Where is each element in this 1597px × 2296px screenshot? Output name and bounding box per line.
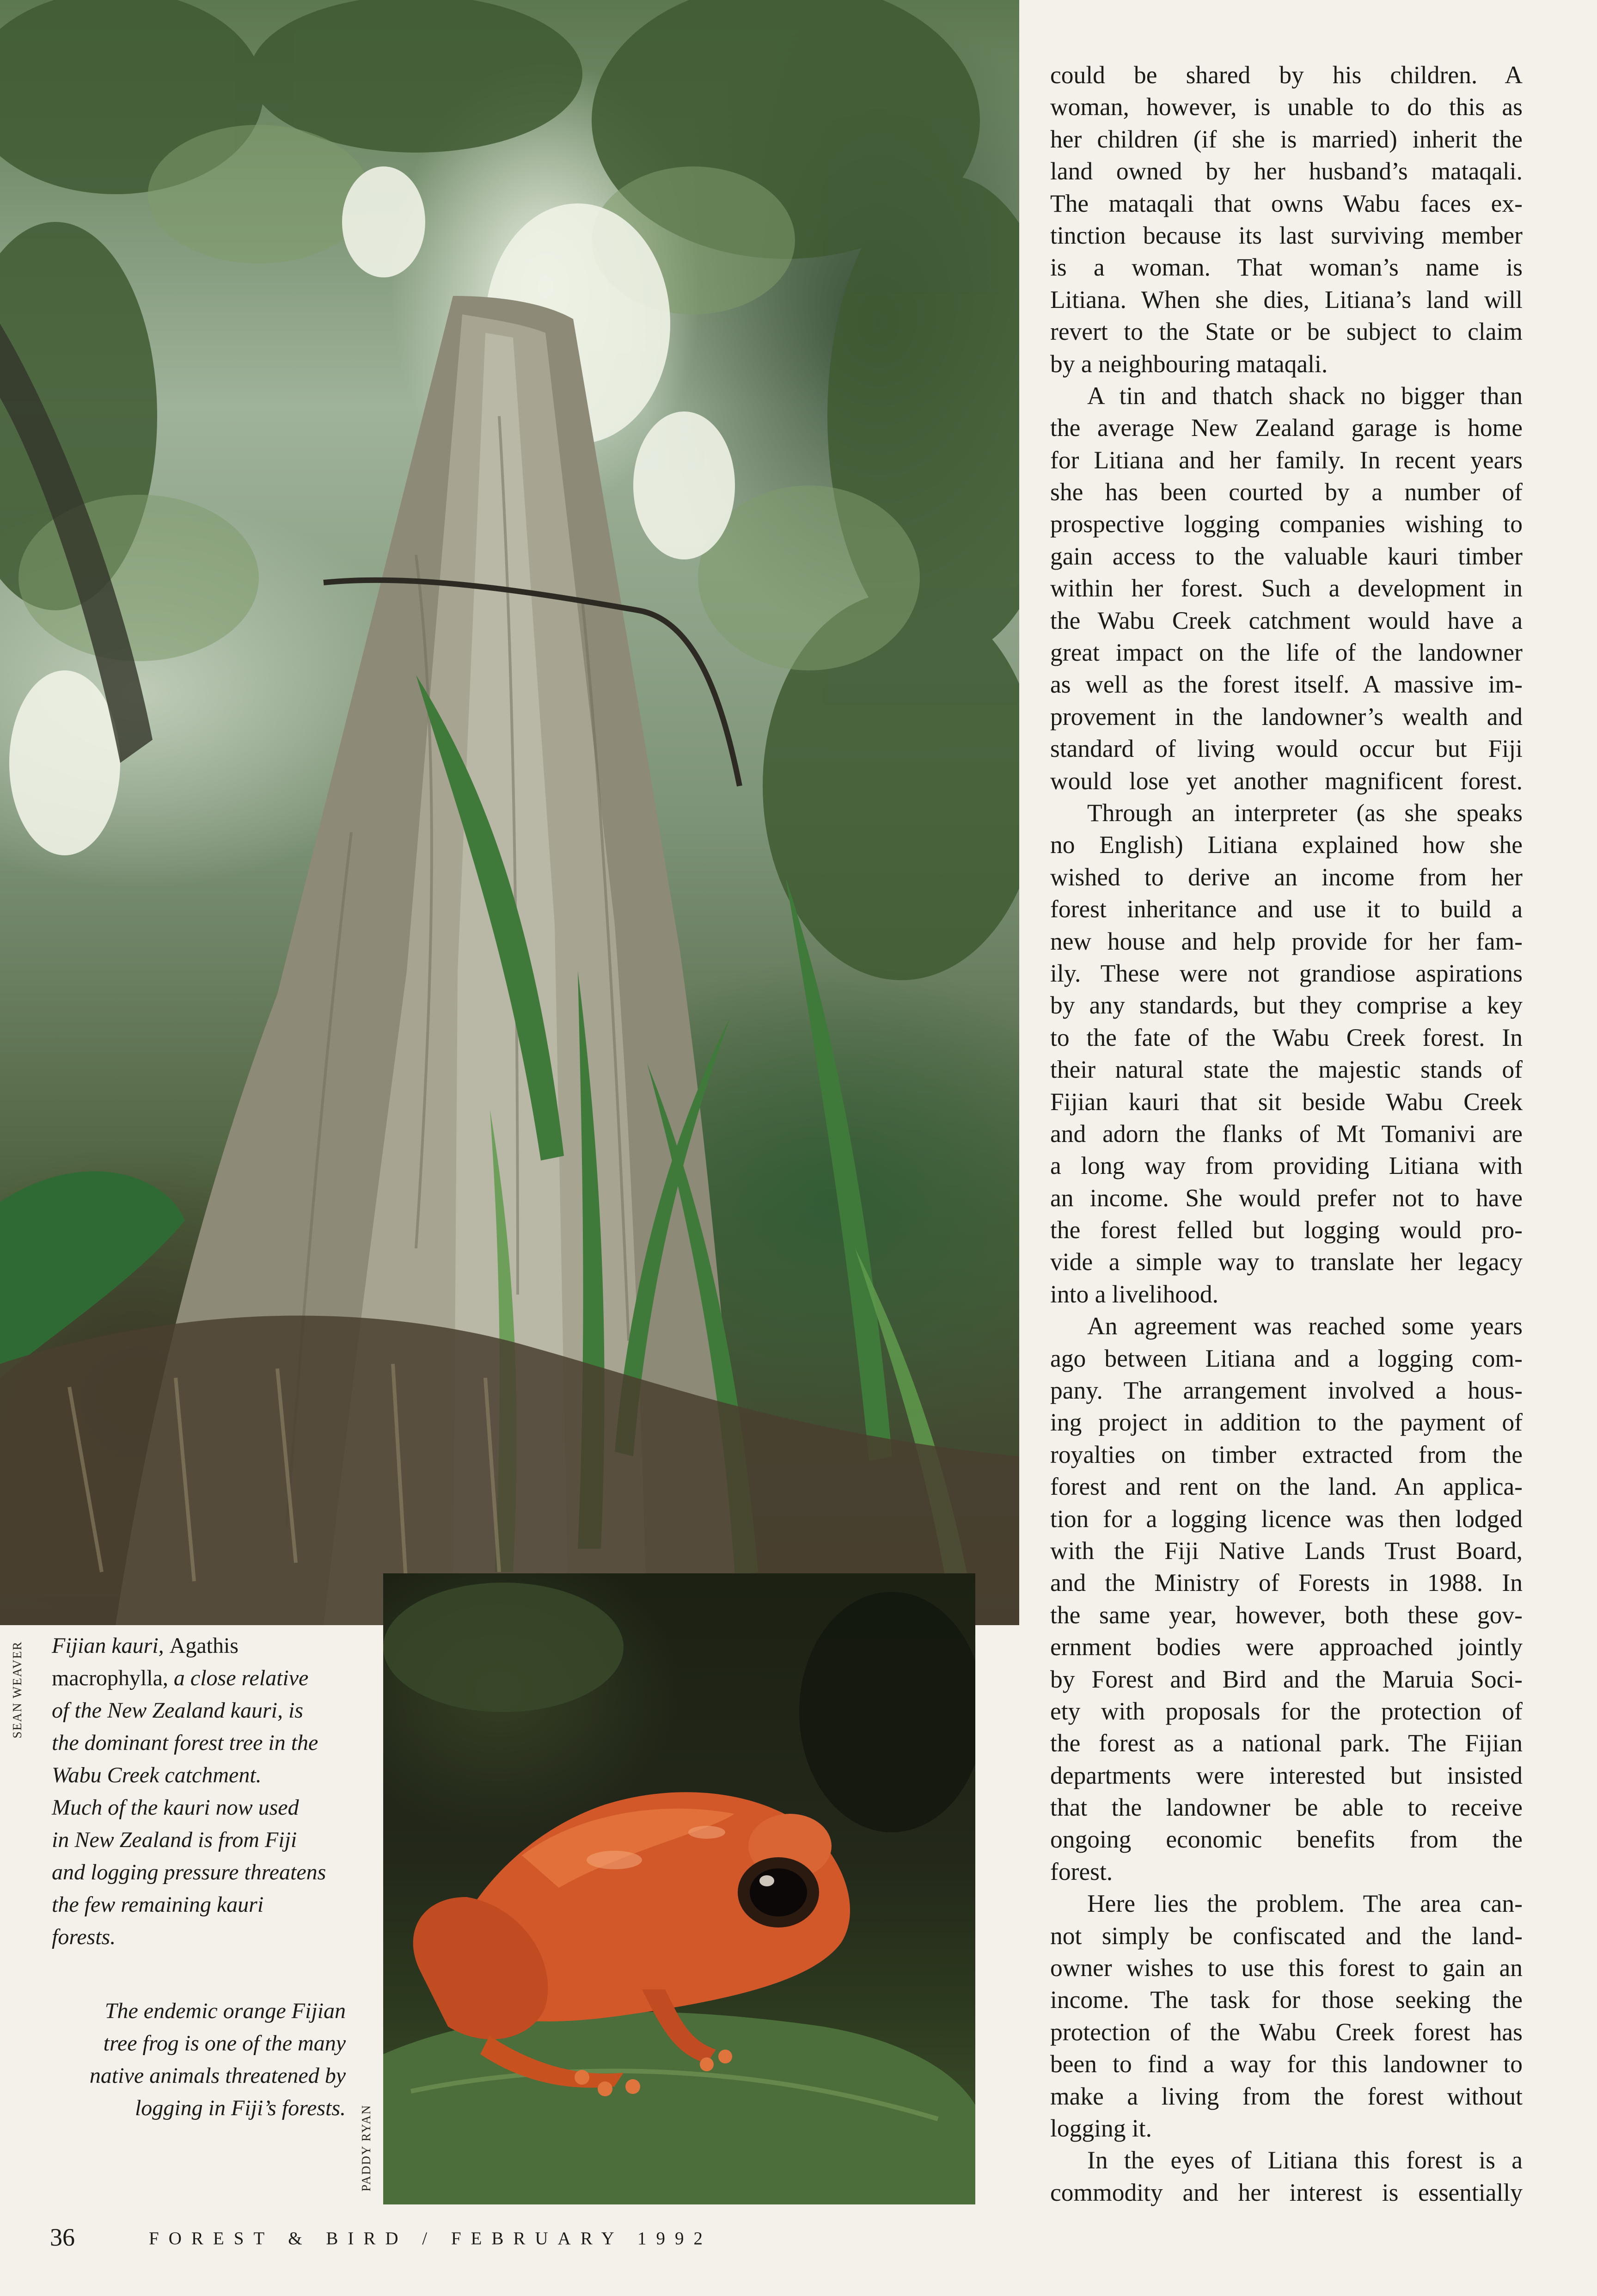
body-line: pany. The arrangement involved a hous-	[1050, 1376, 1523, 1405]
caption-line: tree frog is one of the many	[103, 2031, 346, 2056]
body-line: vide a simple way to translate her legacy	[1050, 1248, 1523, 1276]
body-line: departments were interested but insisted	[1050, 1761, 1523, 1789]
body-line: been to find a way for this landowner to	[1050, 2050, 1523, 2078]
body-line: their natural state the majestic stands of	[1050, 1056, 1523, 1084]
body-line: by any standards, but they comprise a key	[1050, 991, 1523, 1019]
body-line: royalties on timber extracted from the	[1050, 1440, 1523, 1468]
body-line: that the landowner be able to receive	[1050, 1793, 1523, 1822]
body-line: An agreement was reached some years	[1087, 1312, 1523, 1340]
caption-line: Wabu Creek catchment.	[52, 1763, 262, 1787]
body-line: tion for a logging licence was then lodged	[1050, 1504, 1523, 1533]
body-line: and adorn the flanks of Mt Tomanivi are	[1050, 1119, 1523, 1148]
caption-line: in New Zealand is from Fiji	[52, 1828, 297, 1852]
body-line: no English) Litiana explained how she	[1050, 831, 1523, 859]
body-line: the forest as a national park. The Fijian	[1050, 1729, 1523, 1757]
body-line: prospective logging companies wishing to	[1050, 510, 1523, 538]
frog-photo-credit: PADDY RYAN	[359, 2104, 373, 2192]
caption-text: a close relative	[173, 1666, 309, 1690]
article-body	[1050, 59, 1523, 2209]
body-line: within her forest. Such a development in	[1050, 574, 1523, 602]
body-line: ing project in addition to the payment of	[1050, 1408, 1523, 1437]
body-line: In the eyes of Litiana this forest is a	[1087, 2146, 1523, 2174]
body-line: a long way from providing Litiana with	[1050, 1152, 1523, 1180]
body-line: is a woman. That woman’s name is	[1050, 253, 1523, 282]
caption-line: forests.	[52, 1925, 116, 1949]
kauri-photo-credit: SEAN WEAVER	[10, 1641, 24, 1738]
body-line: ago between Litiana and a logging com-	[1050, 1344, 1523, 1372]
body-line: to the fate of the Wabu Creek forest. In	[1050, 1023, 1523, 1051]
page-number: 36	[50, 2223, 75, 2251]
frog-caption	[69, 1995, 346, 2124]
body-line: provement in the landowner’s wealth and	[1050, 702, 1523, 731]
body-line: land owned by her husband’s mataqali.	[1050, 157, 1523, 185]
caption-species-name: macrophylla,	[52, 1666, 168, 1690]
body-line: into a livelihood.	[1050, 1280, 1219, 1308]
body-line: ily. These were not grandiose aspirations	[1050, 959, 1523, 987]
body-line: great impact on the life of the landowner	[1050, 638, 1523, 667]
body-line: ety with proposals for the protection of	[1050, 1697, 1523, 1725]
body-line: The mataqali that owns Wabu faces ex-	[1050, 189, 1523, 217]
body-line: revert to the State or be subject to claim	[1050, 318, 1523, 346]
body-line: would lose yet another magnificent forest.	[1050, 767, 1523, 795]
kauri-caption	[52, 1630, 338, 1953]
body-line: ongoing economic benefits from the	[1050, 1825, 1523, 1854]
body-line: for Litiana and her family. In recent years	[1050, 446, 1523, 474]
caption-line: and logging pressure threatens	[52, 1860, 326, 1885]
caption-line: logging in Fiji’s forests.	[135, 2096, 346, 2120]
body-line: the same year, however, both these gov-	[1050, 1601, 1523, 1629]
body-line: not simply be confiscated and the land-	[1050, 1922, 1523, 1950]
body-line: commodity and her interest is essentially	[1050, 2178, 1523, 2206]
running-footer: FOREST & BIRD / FEBRUARY 1992	[149, 2228, 713, 2248]
caption-line: native animals threatened by	[89, 2063, 346, 2088]
body-line: the forest felled but logging would pro-	[1050, 1216, 1523, 1244]
body-line: owner wishes to use this forest to gain an	[1050, 1954, 1523, 1982]
body-line: could be shared by his children. A	[1050, 61, 1523, 89]
body-line: her children (if she is married) inherit the	[1050, 125, 1523, 153]
body-line: as well as the forest itself. A massive im-	[1050, 670, 1523, 699]
body-line: logging it.	[1050, 2114, 1152, 2142]
body-line: new house and help provide for her fam-	[1050, 927, 1523, 955]
body-line: protection of the Wabu Creek forest has	[1050, 2018, 1523, 2046]
body-line: woman, however, is unable to do this as	[1050, 93, 1523, 121]
body-line: standard of living would occur but Fiji	[1050, 735, 1523, 763]
caption-line: the few remaining kauri	[52, 1892, 264, 1917]
body-line: Litiana. When she dies, Litiana’s land will	[1050, 285, 1523, 313]
body-line: an income. She would prefer not to have	[1050, 1184, 1523, 1212]
body-line: gain access to the valuable kauri timber	[1050, 542, 1523, 570]
body-line: wished to derive an income from her	[1050, 863, 1523, 891]
body-line: make a living from the forest without	[1050, 2082, 1523, 2110]
body-line: tinction because its last surviving member	[1050, 221, 1523, 249]
caption-line: of the New Zealand kauri, is	[52, 1698, 303, 1723]
body-line: and the Ministry of Forests in 1988. In	[1050, 1569, 1523, 1597]
body-line: forest inheritance and use it to build a	[1050, 895, 1523, 923]
body-line: she has been courted by a number of	[1050, 478, 1523, 506]
body-line: forest and rent on the land. An applica-	[1050, 1473, 1523, 1501]
body-line: Fijian kauri that sit beside Wabu Creek	[1050, 1087, 1523, 1116]
body-line: Here lies the problem. The area can-	[1087, 1890, 1523, 1918]
caption-line: Much of the kauri now used	[52, 1795, 299, 1820]
caption-text: Fijian kauri,	[52, 1633, 164, 1658]
kauri-tree-illustration	[0, 0, 1019, 1625]
caption-species-name: Agathis	[169, 1633, 239, 1658]
caption-line: The endemic orange Fijian	[104, 1999, 346, 2023]
body-line: ernment bodies were approached jointly	[1050, 1633, 1523, 1661]
body-line: by Forest and Bird and the Maruia Soci-	[1050, 1665, 1523, 1693]
kauri-tree-photo	[0, 0, 1019, 1625]
frog-illustration	[383, 1573, 975, 2204]
body-line: income. The task for those seeking the	[1050, 1986, 1523, 2014]
body-line: forest.	[1050, 1857, 1113, 1885]
body-line: Through an interpreter (as she speaks	[1087, 798, 1523, 827]
caption-line: the dominant forest tree in the	[52, 1731, 318, 1755]
orange-tree-frog-photo	[383, 1573, 975, 2204]
body-line: by a neighbouring mataqali.	[1050, 350, 1328, 378]
body-line: A tin and thatch shack no bigger than	[1087, 381, 1523, 410]
body-line: with the Fiji Native Lands Trust Board,	[1050, 1536, 1523, 1565]
body-line: the Wabu Creek catchment would have a	[1050, 606, 1523, 634]
body-line: the average New Zealand garage is home	[1050, 414, 1523, 442]
